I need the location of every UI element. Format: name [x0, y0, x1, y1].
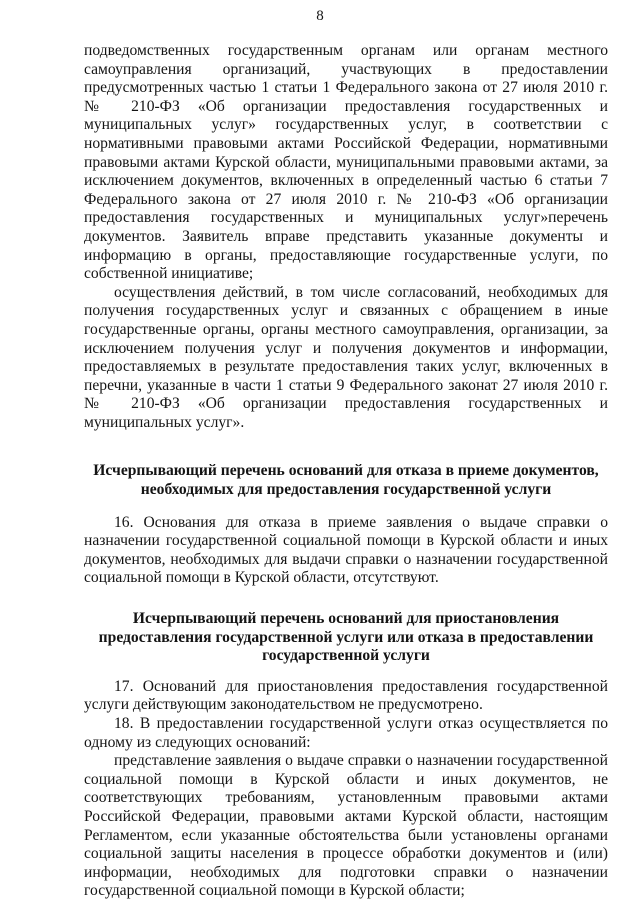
paragraph-continuation: подведомственных государственным органам или органам местного самоуправления организаций, участвующих в предоставлении предусмотренных частью 1 статьи 1 Федерального закона от 27 июля 2010 г. № 210-ФЗ «Об организации предоставления государственных и муниципальных услуг» государственных услуг, в соответствии с нормативными правовыми актами Российской Федерации, нормативными правовыми актами Курской области, муниципальными правовыми актами, за исключением документов, включенных в определенный частью 6 статьи 7 Федерального закона от 27 июля 2010 г. № 210-ФЗ «Об организации предоставления государственных и муниципальных услуг»перечень документов. Заявитель вправе представить указанные документы и информацию в органы, предоставляющие государственные услуги, по собственной инициативе; [84, 42, 608, 283]
paragraph-17: 17. Оснований для приостановления предоставления государственной услуги действующим законодательством не предусмотрено. [84, 677, 608, 714]
page-number: 8 [316, 8, 324, 24]
section-heading-refusal-documents: Исчерпывающий перечень оснований для отказа в приеме документов, необходимых для предоставления государственной услуги [93, 462, 599, 499]
paragraph-18-ground: представление заявления о выдаче справки о назначении государственной социальной помощи в Курской области и иных документов, не соответствующих требованиям, установленным правовыми актами Российской Федерации, правовыми актами Курской области, настоящим Регламентом, если указанные обстоятельства были установлены органами социальной защиты населения в процессе обработки документов и (или) информации, необходимых для подготовки справки о назначении государственной социальной помощи в Курской области; [84, 752, 608, 900]
paragraph-16: 16. Основания для отказа в приеме заявления о выдаче справки о назначении государственной социальной помощи в Курской области и иных документов, необходимых для выдачи справки о назначении государственной социальной помощи в Курской области, отсутствуют. [84, 513, 608, 587]
paragraph-18: 18. В предоставлении государственной услуги отказ осуществляется по одному из следующих оснований: [84, 715, 608, 751]
section-heading-suspension-refusal: Исчерпывающий перечень оснований для приостановления предоставления государственной услуги или отказа в предоставлении государственной услуги [98, 610, 594, 665]
paragraph-actions: осуществления действий, в том числе согласований, необходимых для получения государственных услуг и связанных с обращением в иные государственные органы, органы местного самоуправления, организации, за исключением получения услуг и получения документов и информации, предоставляемых в результате предоставления таких услуг, включенных в перечни, указанные в части 1 статьи 9 Федерального законат 27 июля 2010 г. № 210-ФЗ «Об организации предоставления государственных и муниципальных услуг». [84, 283, 608, 431]
document-body [84, 42, 608, 901]
